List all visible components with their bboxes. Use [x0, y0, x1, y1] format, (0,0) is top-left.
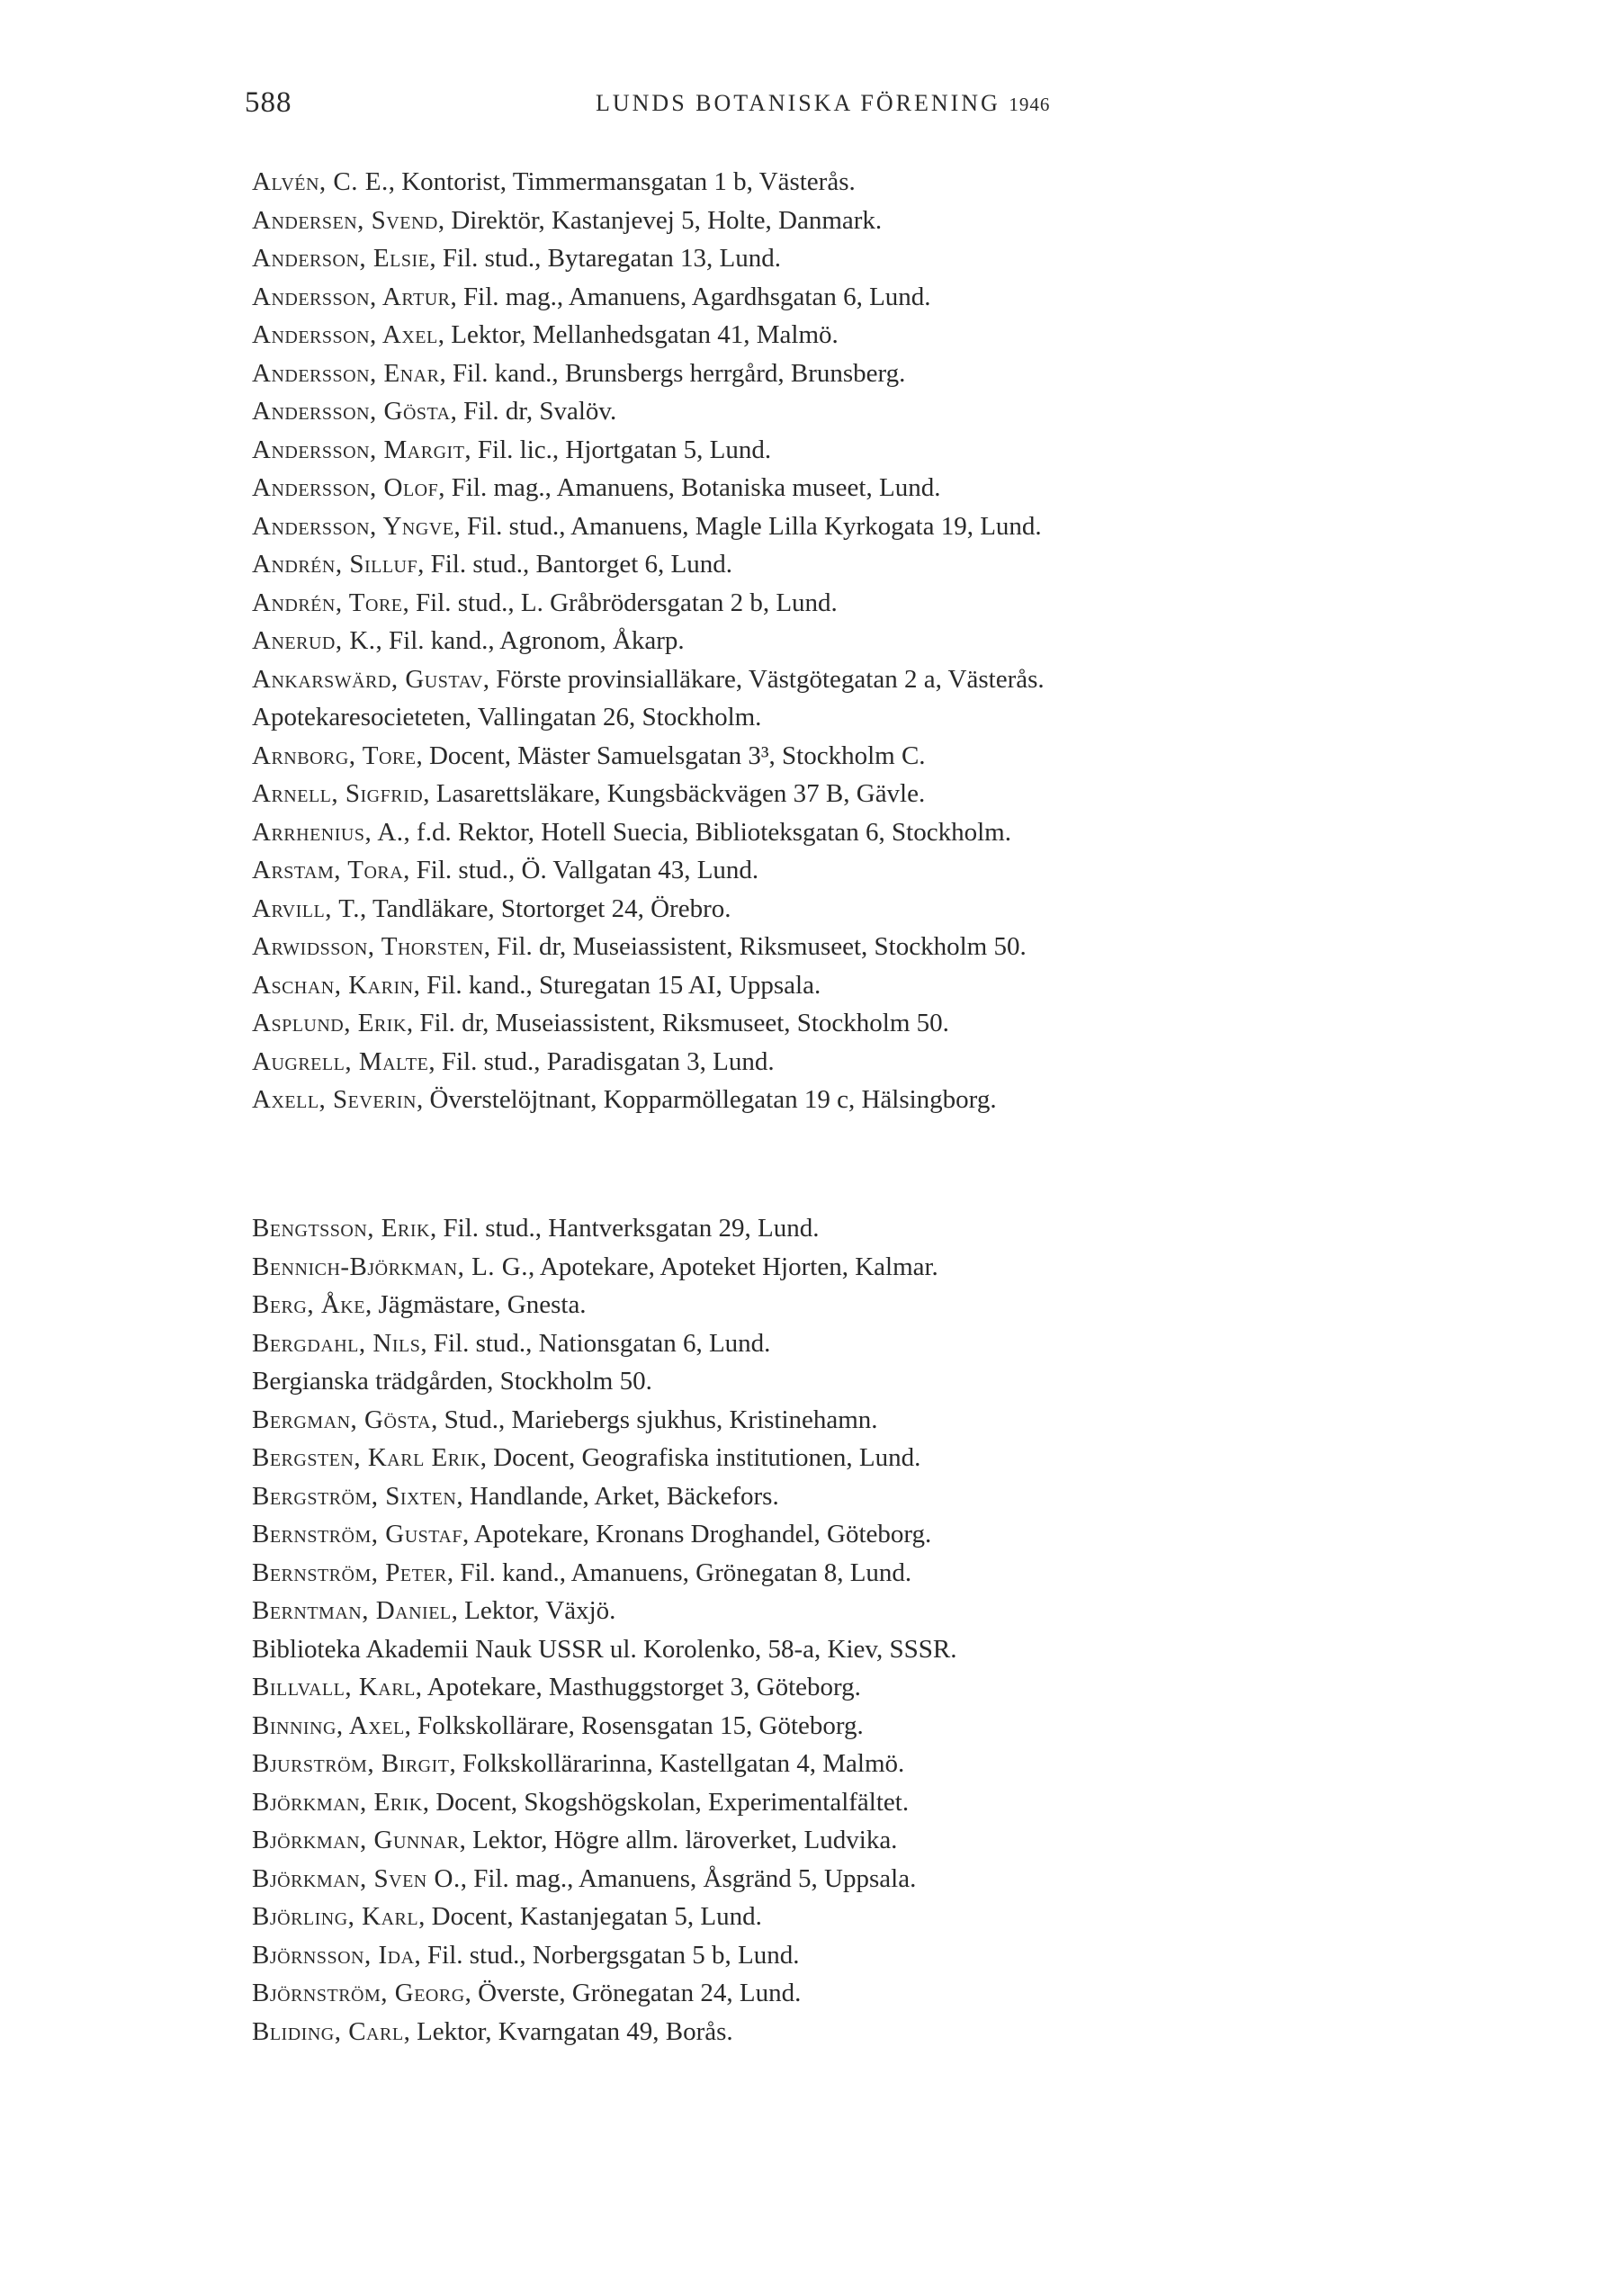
member-name: Björkman, Sven O.	[252, 1863, 461, 1893]
running-title-text: LUNDS BOTANISKA FÖRENING	[596, 90, 1000, 116]
member-details: , Docent, Geografiska institutionen, Lund.	[480, 1443, 921, 1472]
member-entry	[252, 355, 1548, 393]
member-entry	[252, 1209, 1548, 1248]
member-details: , Fil. kand., Agronom, Åkarp.	[375, 626, 685, 655]
member-details: , Överste, Grönegatan 24, Lund.	[464, 1979, 802, 2007]
member-name: Bergdahl, Nils	[252, 1328, 421, 1358]
member-details: , Förste provinsialläkare, Västgötegatan 2 a, Västerås.	[482, 664, 1045, 694]
member-entry	[252, 1324, 1548, 1363]
running-title-year: 1946	[1009, 94, 1051, 115]
member-details: , Jägmästare, Gnesta.	[364, 1290, 587, 1319]
member-name: Ankarswärd, Gustav	[252, 664, 483, 694]
member-details: , Fil. dr, Museiassistent, Riksmuseet, Stockholm 50.	[406, 1009, 949, 1037]
member-details: , Överstelöjtnant, Kopparmöllegatan 19 c, Hälsingborg.	[417, 1085, 997, 1114]
member-details: , f.d. Rektor, Hotell Suecia, Biblioteksgatan 6, Stockholm.	[403, 817, 1011, 847]
member-details: , Fil. stud., Bantorget 6, Lund.	[417, 550, 733, 579]
member-details: Bergianska trädgården, Stockholm 50.	[252, 1367, 652, 1396]
member-entry	[252, 1286, 1548, 1324]
member-name: Andrén, Tore	[252, 588, 403, 617]
member-list-a	[252, 163, 1548, 1119]
member-name: Bengtsson, Erik	[252, 1214, 430, 1243]
member-details: , Apotekare, Kronans Droghandel, Göteborg.	[462, 1520, 932, 1548]
member-details: , Folkskollärarinna, Kastellgatan 4, Malmö.	[449, 1749, 905, 1778]
member-entry	[252, 1554, 1548, 1593]
member-details: , Fil. stud., Nationsgatan 6, Lund.	[420, 1328, 771, 1358]
member-name: Berg, Åke	[252, 1290, 365, 1319]
member-details: , Docent, Kastanjegatan 5, Lund.	[418, 1902, 762, 1931]
member-name: Binning, Axel	[252, 1710, 405, 1740]
member-name: Anderson, Elsie	[252, 244, 430, 273]
page-number: 588	[245, 86, 292, 119]
member-entry	[252, 1745, 1548, 1783]
member-entry	[252, 1821, 1548, 1860]
member-entry	[252, 1004, 1548, 1043]
member-name: Alvén, C. E.	[252, 167, 389, 196]
member-details: , Handlande, Arket, Bäckefors.	[456, 1481, 779, 1511]
member-entry	[252, 239, 1548, 278]
member-details: , Direktör, Kastanjevej 5, Holte, Danmark.	[437, 205, 883, 235]
member-details: , Fil. stud., Bytaregatan 13, Lund.	[429, 244, 781, 273]
member-entry	[252, 278, 1548, 317]
member-entry	[252, 1668, 1548, 1707]
member-name: Andersson, Enar	[252, 358, 440, 388]
member-entry	[252, 1081, 1548, 1119]
member-details: , Fil. lic., Hjortgatan 5, Lund.	[464, 435, 772, 464]
member-details: , Fil. stud., Norbergsgatan 5 b, Lund.	[414, 1940, 800, 1970]
member-entry	[252, 316, 1548, 355]
member-name: Andrén, Silluf	[252, 550, 418, 579]
member-details: , Docent, Mäster Samuelsgatan 3³, Stockholm C.	[416, 741, 926, 770]
member-name: Andersson, Gösta	[252, 397, 451, 426]
member-name: Andersson, Yngve	[252, 511, 454, 541]
member-details: , Docent, Skogshögskolan, Experimentalfältet.	[422, 1787, 910, 1817]
member-details: Biblioteka Akademii Nauk USSR ul. Korolenko, 58-a, Kiev, SSSR.	[252, 1634, 957, 1664]
member-entry	[252, 1592, 1548, 1630]
member-entry	[252, 851, 1548, 890]
member-details: , Fil. kand., Amanuens, Grönegatan 8, Lund.	[446, 1557, 912, 1587]
running-title	[596, 90, 1050, 117]
member-entry	[252, 2013, 1548, 2051]
member-entry	[252, 928, 1548, 966]
member-entry	[252, 1477, 1548, 1516]
member-name: Anerud, K.	[252, 626, 376, 655]
member-details: , Kontorist, Timmermansgatan 1 b, Västerås.	[388, 167, 856, 196]
member-name: Andersen, Svend	[252, 205, 438, 235]
member-entry	[252, 622, 1548, 660]
member-entry	[252, 469, 1548, 507]
member-name: Björkman, Erik	[252, 1787, 423, 1817]
member-list-b	[252, 1209, 1548, 2051]
member-name: Bergsten, Karl Erik	[252, 1443, 480, 1472]
member-entry	[252, 1362, 1548, 1401]
member-details: , Apotekare, Apoteket Hjorten, Kalmar.	[527, 1252, 938, 1281]
member-entry	[252, 507, 1548, 546]
member-details: , Fil. mag., Amanuens, Agardhsgatan 6, Lund.	[450, 282, 931, 311]
member-name: Arnell, Sigfrid	[252, 779, 424, 808]
member-name: Billvall, Karl	[252, 1673, 416, 1701]
member-entry	[252, 1248, 1548, 1287]
member-name: Andersson, Olof	[252, 473, 439, 502]
member-name: Björling, Karl	[252, 1902, 419, 1931]
member-details: , Fil. stud., Hantverksgatan 29, Lund.	[429, 1214, 820, 1243]
member-entry	[252, 775, 1548, 813]
member-entry	[252, 660, 1548, 699]
member-name: Arnborg, Tore	[252, 741, 417, 770]
member-entry	[252, 392, 1548, 431]
member-name: Andersson, Margit	[252, 435, 465, 464]
member-name: Bergström, Sixten	[252, 1481, 457, 1511]
member-details: Apotekaresocieteten, Vallingatan 26, Stockholm.	[252, 703, 762, 732]
member-entry	[252, 431, 1548, 470]
member-entry	[252, 1630, 1548, 1669]
member-details: , Tandläkare, Stortorget 24, Örebro.	[360, 893, 731, 923]
member-name: Björnsson, Ida	[252, 1940, 415, 1970]
member-details: , Lektor, Mellanhedsgatan 41, Malmö.	[437, 320, 839, 349]
member-entry	[252, 1707, 1548, 1746]
member-entry	[252, 890, 1548, 929]
member-entry	[252, 163, 1548, 202]
page-header	[245, 86, 1234, 122]
member-entry	[252, 1439, 1548, 1477]
member-details: , Fil. mag., Amanuens, Botaniska museet, Lund.	[438, 473, 941, 502]
member-details: , Folkskollärare, Rosensgatan 15, Göteborg.	[404, 1710, 864, 1740]
member-name: Andersson, Artur	[252, 282, 451, 311]
member-entry	[252, 1515, 1548, 1554]
member-name: Bliding, Carl	[252, 2016, 404, 2046]
member-entry	[252, 1401, 1548, 1440]
member-name: Axell, Severin	[252, 1085, 417, 1114]
member-name: Bernström, Gustaf	[252, 1520, 462, 1548]
member-entry	[252, 1043, 1548, 1082]
member-name: Bergman, Gösta	[252, 1405, 432, 1434]
member-details: , Fil. kand., Sturegatan 15 AI, Uppsala.	[413, 970, 821, 1000]
member-details: , Fil. dr, Museiassistent, Riksmuseet, Stockholm 50.	[483, 932, 1027, 961]
member-entry	[252, 1898, 1548, 1936]
member-details: , Apotekare, Masthuggstorget 3, Göteborg.	[415, 1673, 861, 1701]
member-details: , Lasarettsläkare, Kungsbäckvägen 37 B, Gävle.	[423, 779, 926, 808]
member-details: , Lektor, Växjö.	[451, 1596, 616, 1625]
member-entry	[252, 545, 1548, 584]
member-details: , Fil. dr, Svalöv.	[450, 397, 617, 426]
member-details: , Fil. mag., Amanuens, Åsgränd 5, Uppsala.	[460, 1863, 917, 1893]
member-name: Berntman, Daniel	[252, 1596, 452, 1625]
member-name: Arrhenius, A.	[252, 817, 404, 847]
member-name: Björnström, Georg	[252, 1979, 465, 2007]
member-entry	[252, 584, 1548, 623]
member-entry	[252, 1783, 1548, 1822]
member-entry	[252, 737, 1548, 776]
member-name: Björkman, Gunnar	[252, 1826, 460, 1854]
member-entry	[252, 1974, 1548, 2013]
member-name: Andersson, Axel	[252, 320, 438, 349]
member-entry	[252, 1860, 1548, 1898]
member-entry	[252, 202, 1548, 240]
member-details: , Fil. kand., Brunsbergs herrgård, Brunsberg.	[439, 358, 906, 388]
member-name: Bennich-Björkman, L. G.	[252, 1252, 528, 1281]
member-details: , Stud., Mariebergs sjukhus, Kristinehamn.	[431, 1405, 878, 1434]
member-entry	[252, 1936, 1548, 1975]
member-details: , Fil. stud., Paradisgatan 3, Lund.	[428, 1046, 775, 1076]
member-name: Bernström, Peter	[252, 1557, 447, 1587]
member-details: , Fil. stud., L. Gråbrödersgatan 2 b, Lund.	[402, 588, 838, 617]
member-entry	[252, 813, 1548, 852]
member-entry	[252, 966, 1548, 1005]
member-entry	[252, 698, 1548, 737]
member-name: Asplund, Erik	[252, 1009, 407, 1037]
member-details: , Lektor, Högre allm. läroverket, Ludvika.	[459, 1826, 898, 1854]
member-name: Aschan, Karin	[252, 970, 414, 1000]
member-name: Bjurström, Birgit	[252, 1749, 450, 1778]
member-name: Arstam, Tora	[252, 856, 404, 884]
member-name: Augrell, Malte	[252, 1046, 429, 1076]
member-details: , Fil. stud., Ö. Vallgatan 43, Lund.	[403, 856, 759, 884]
member-details: , Lektor, Kvarngatan 49, Borås.	[403, 2016, 733, 2046]
member-name: Arvill, T.	[252, 893, 361, 923]
member-details: , Fil. stud., Amanuens, Magle Lilla Kyrkogata 19, Lund.	[453, 511, 1042, 541]
member-name: Arwidsson, Thorsten	[252, 932, 484, 961]
